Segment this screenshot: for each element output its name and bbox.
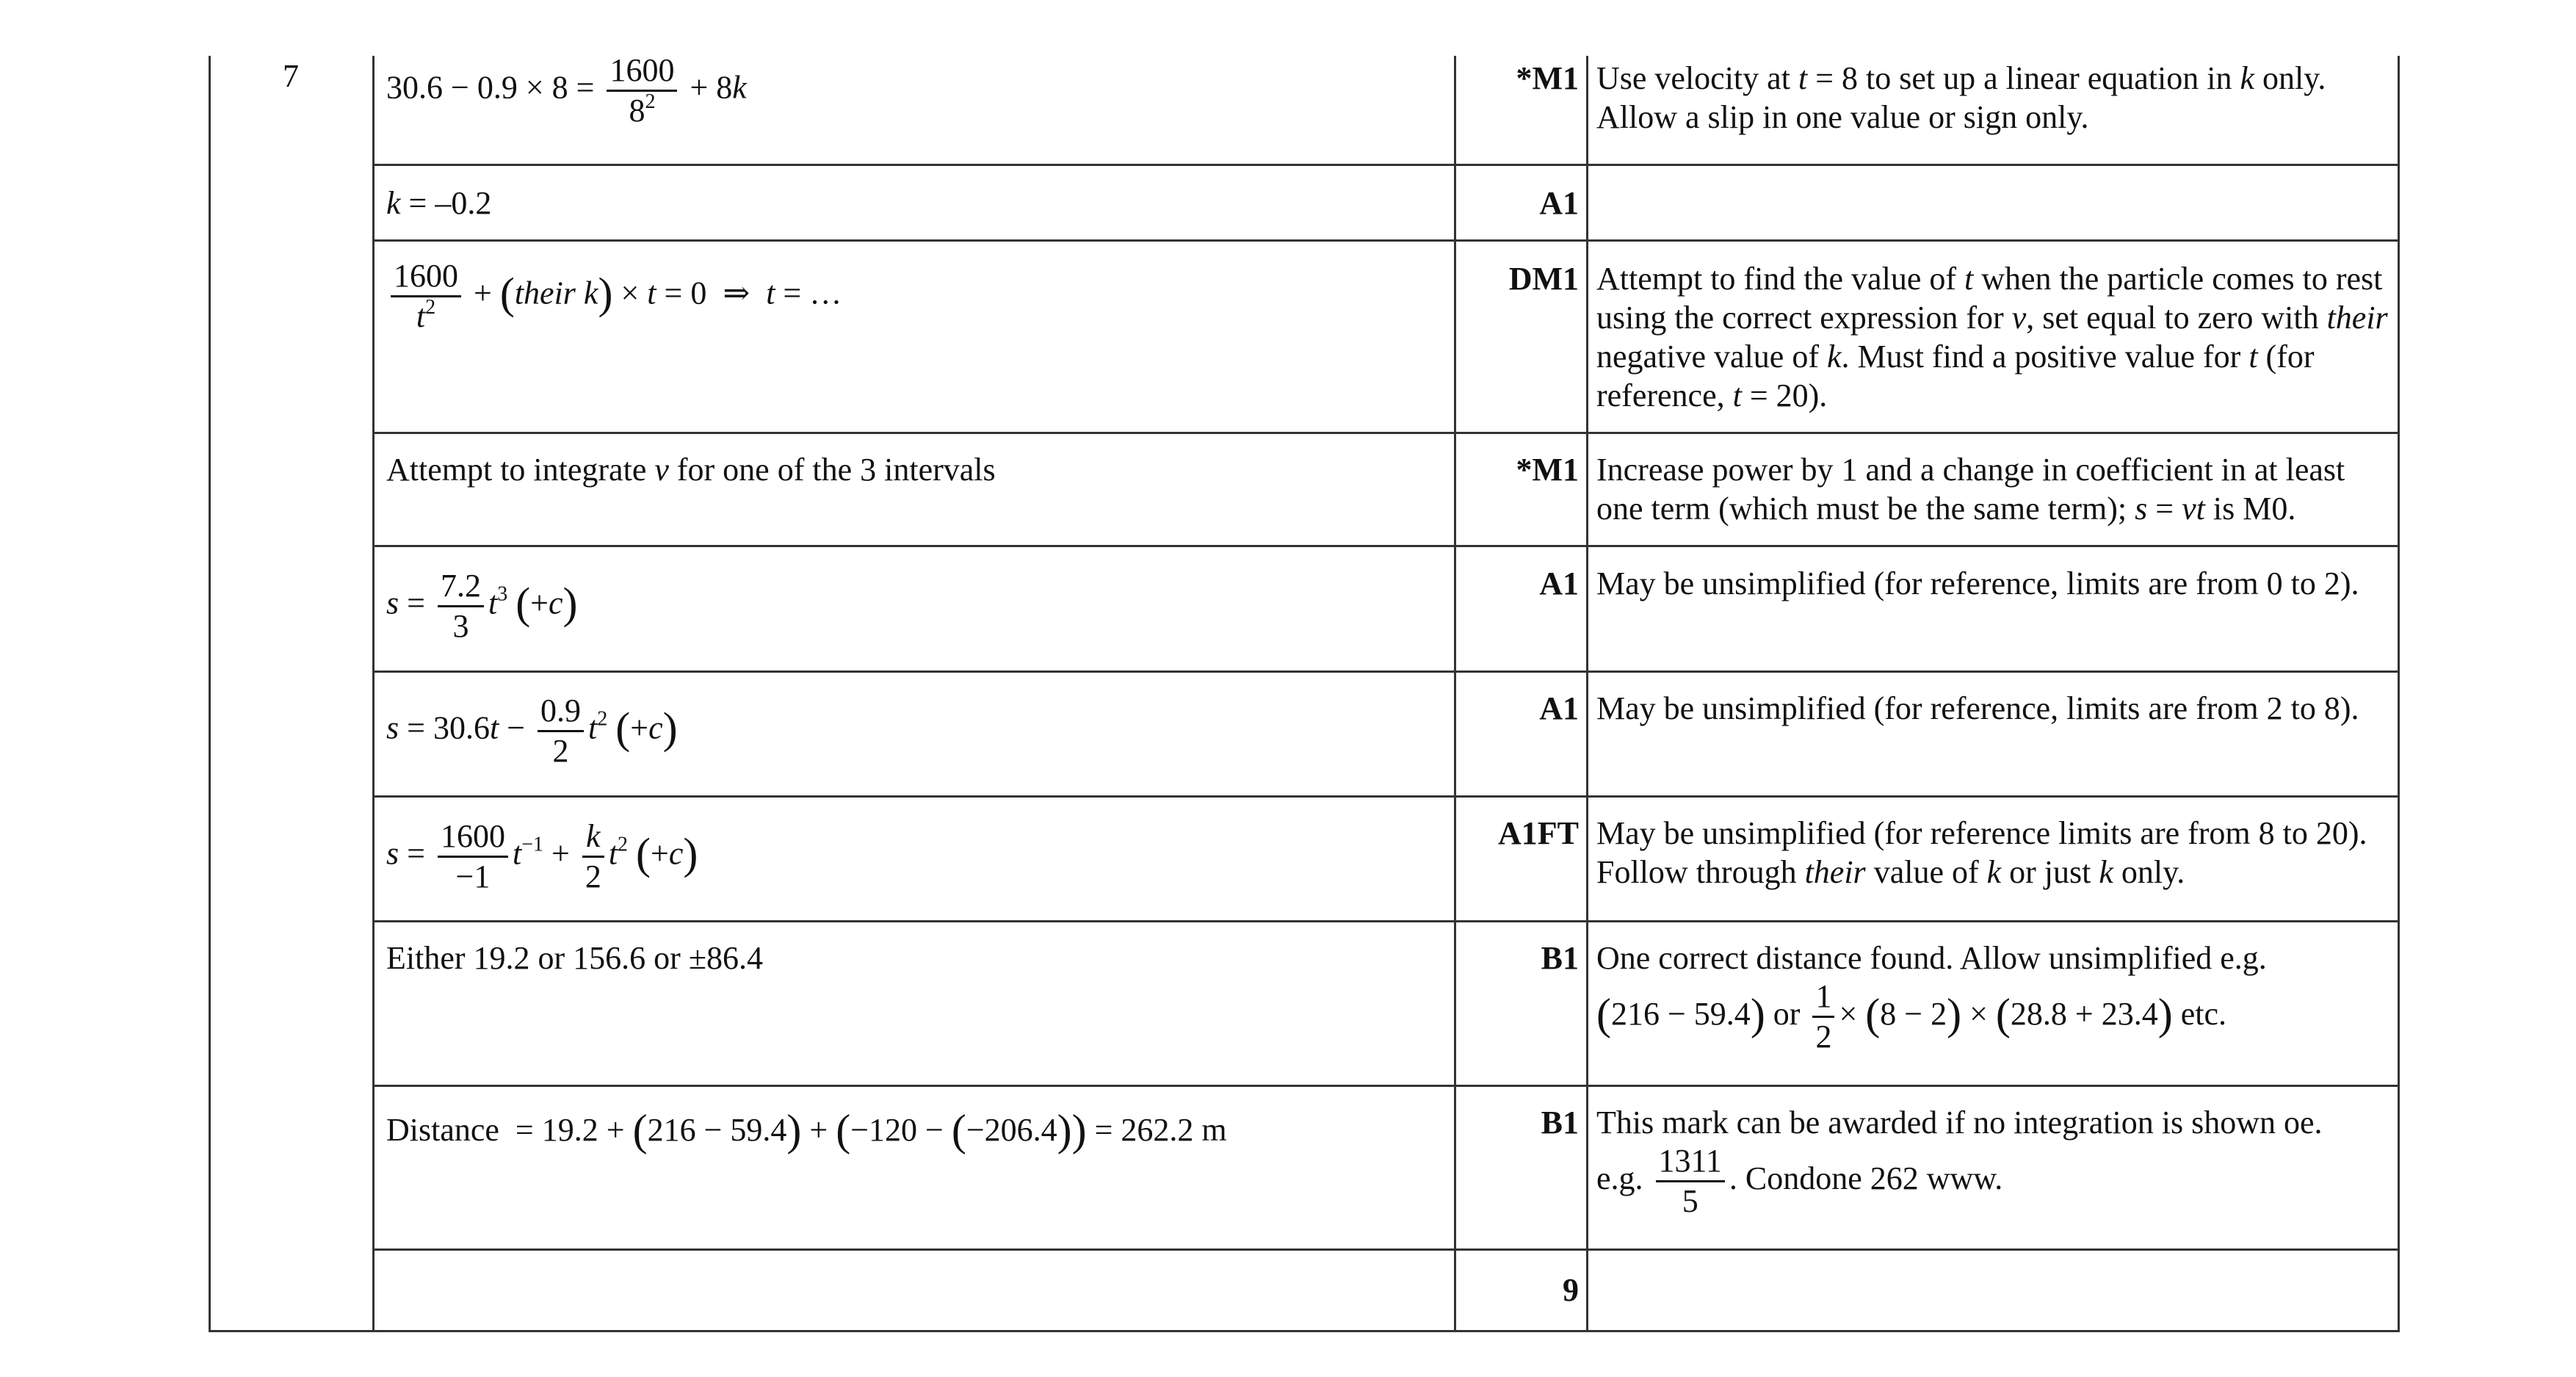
column-divider-marks: [1586, 56, 1588, 1332]
answer-cell-row-8: Either 19.2 or 156.6 or ±86.4: [386, 940, 763, 976]
guidance-row-6: May be unsimplified (for reference, limits are from 2 to 8).: [1596, 690, 2359, 726]
question-number: 7: [283, 58, 299, 94]
mark-code-row-3: DM1: [1508, 261, 1579, 297]
guidance-row-3: Attempt to find the value of t when the particle comes to rest using the correct expression for v, set equal to zero with their negative value of k. Must find a positive value for t (for reference, t = 20).: [1596, 261, 2388, 413]
guidance-row-7: May be unsimplified (for reference limits are from 8 to 20). Follow through their value of k or just k only.: [1596, 815, 2367, 890]
row-divider: [372, 545, 2400, 547]
answer-cell-row-6: s = 30.6t − $\frac{0.9}{2}$ $t^2$ (+c): [386, 693, 678, 769]
answer-cell-row-2: k = –0.2: [386, 185, 492, 221]
column-divider-answer: [1454, 56, 1456, 1332]
mark-code-row-7: A1FT: [1498, 815, 1579, 851]
mark-code-row-5: A1: [1539, 565, 1579, 601]
row-divider: [372, 920, 2400, 922]
mark-code-row-6: A1: [1539, 690, 1579, 726]
answer-cell-row-4: Attempt to integrate v for one of the 3 intervals: [386, 452, 996, 488]
row-divider: [372, 795, 2400, 798]
answer-cell-row-3: $\frac{1600}{t^2}$ + (their k) × t = 0 ⇒ t = …: [386, 257, 1444, 336]
mark-code-row-4: *M1: [1516, 452, 1579, 488]
answer-cell-row-9: Distance = 19.2 + (216 − 59.4) + (−120 − (−206.4)) = 262.2 m: [386, 1106, 1227, 1154]
answer-cell-row-5: s = $\frac{7.2}{3}$ $t^3$ (+c): [386, 568, 578, 644]
mark-code-row-9: B1: [1541, 1105, 1579, 1141]
row-divider: [372, 1248, 2400, 1251]
guidance-row-9: This mark can be awarded if no integration is shown oe. e.g. $\frac{1311}{5}$ . Condone 262 www.: [1596, 1105, 2323, 1219]
total-marks: 9: [1563, 1272, 1579, 1308]
answer-cell-row-1: 30.6 − 0.9 × 8 = $\frac{1600}{8^2}$ + 8k: [386, 52, 747, 129]
row-divider: [372, 671, 2400, 673]
row-divider: [372, 432, 2400, 434]
guidance-row-4: Increase power by 1 and a change in coefficient in at least one term (which must be the same term); s = vt is M0.: [1596, 452, 2345, 527]
guidance-row-5: May be unsimplified (for reference, limits are from 0 to 2).: [1596, 565, 2359, 601]
row-divider: [372, 1085, 2400, 1087]
guidance-row-8: One correct distance found. Allow unsimplified e.g. (216 − 59.4) or $\frac{1}{2}$ × (8 − 2) × (28.8 + 23.4) etc.: [1596, 940, 2267, 1055]
row-divider: [372, 239, 2400, 242]
column-divider-question: [372, 56, 375, 1332]
mark-code-row-8: B1: [1541, 940, 1579, 976]
answer-cell-row-7: s = $\frac{1600}{-1}$ $t^{-1}$ + $\frac{k}{2}$ $t^2$ (+c): [386, 818, 698, 894]
guidance-row-1: Use velocity at t = 8 to set up a linear equation in k only. Allow a slip in one value or sign only.: [1596, 60, 2326, 135]
row-divider: [372, 164, 2400, 166]
mark-code-row-2: A1: [1539, 185, 1579, 221]
mark-code-row-1: *M1: [1516, 60, 1579, 96]
